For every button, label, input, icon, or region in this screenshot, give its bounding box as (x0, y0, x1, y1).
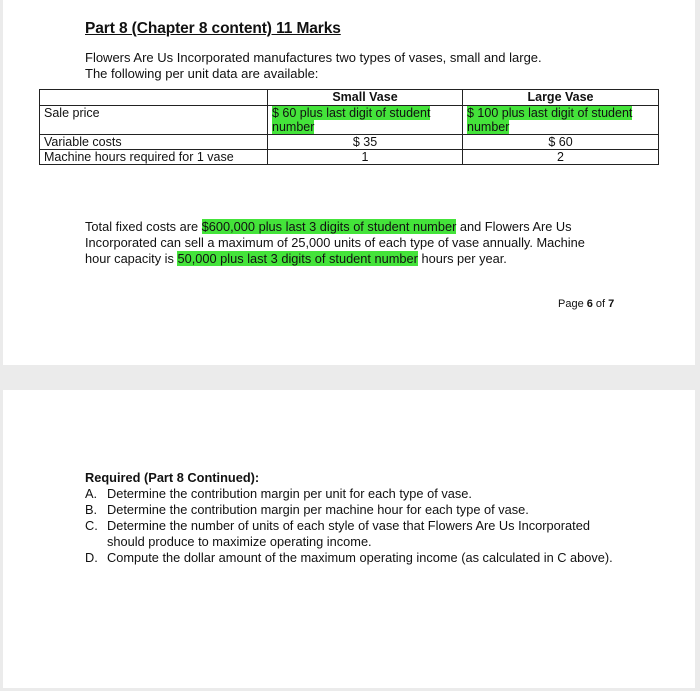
intro-line-2: The following per unit data are available: (85, 66, 319, 81)
row-label: Machine hours required for 1 vase (40, 150, 268, 165)
highlighted-value: $ 100 plus last digit of student number (467, 106, 633, 134)
table-header-large-vase: Large Vase (463, 90, 659, 106)
required-list (85, 486, 625, 566)
page-of: of (592, 298, 609, 310)
item-text: Compute the dollar amount of the maximum operating income (as calculated in C above). (107, 550, 613, 565)
intro-text (85, 50, 542, 82)
item-letter: B. (85, 502, 98, 517)
document-page-6 (3, 0, 695, 365)
row-label: Variable costs (40, 135, 268, 150)
highlighted-value: $ 60 plus last digit of student number (272, 106, 431, 134)
page-number (558, 298, 614, 310)
large-vase-variable-cost: $ 60 (463, 135, 659, 150)
item-text: Determine the contribution margin per machine hour for each type of vase. (107, 502, 529, 517)
small-vase-sale-price (268, 106, 463, 135)
small-vase-variable-cost: $ 35 (268, 135, 463, 150)
row-label: Sale price (40, 106, 268, 135)
required-section (85, 470, 625, 566)
list-item (85, 550, 625, 566)
table-row-machine-hours (40, 150, 659, 165)
fixed-costs-paragraph (85, 219, 605, 267)
item-letter: D. (85, 550, 98, 565)
large-vase-sale-price (463, 106, 659, 135)
list-item (85, 486, 625, 502)
table-header-blank (40, 90, 268, 106)
table-row-sale-price (40, 106, 659, 135)
per-unit-data-table (39, 89, 659, 165)
para-text-3: hours per year. (417, 251, 507, 266)
document-page-7 (3, 390, 695, 688)
highlighted-fixed-costs: $600,000 plus last 3 digits of student number (201, 219, 457, 234)
table-row-variable-costs (40, 135, 659, 150)
table-header-row (40, 90, 659, 106)
page-current: 6 (586, 298, 593, 310)
large-vase-machine-hours: 2 (463, 150, 659, 165)
para-text-2: and Flowers Are Us Incorporated can sell a maximum of 25,000 units of each type of vase annually. Machine hour capacity is (85, 219, 585, 266)
highlighted-machine-capacity: 50,000 plus last 3 digits of student number (177, 251, 418, 266)
item-letter: A. (85, 486, 98, 501)
small-vase-machine-hours: 1 (268, 150, 463, 165)
table-header-small-vase: Small Vase (268, 90, 463, 106)
list-item (85, 502, 625, 518)
page-total: 7 (608, 298, 615, 310)
intro-line-1: Flowers Are Us Incorporated manufactures two types of vases, small and large. (85, 50, 542, 65)
page-label: Page (558, 298, 587, 310)
list-item (85, 518, 625, 550)
required-title: Required (Part 8 Continued): (85, 470, 260, 485)
section-title: Part 8 (Chapter 8 content) 11 Marks (85, 20, 341, 37)
para-text-1: Total fixed costs are (85, 219, 202, 234)
item-letter: C. (85, 518, 98, 533)
item-text: Determine the contribution margin per unit for each type of vase. (107, 486, 472, 501)
item-text: Determine the number of units of each style of vase that Flowers Are Us Incorporated should produce to maximize operating income. (107, 518, 590, 549)
